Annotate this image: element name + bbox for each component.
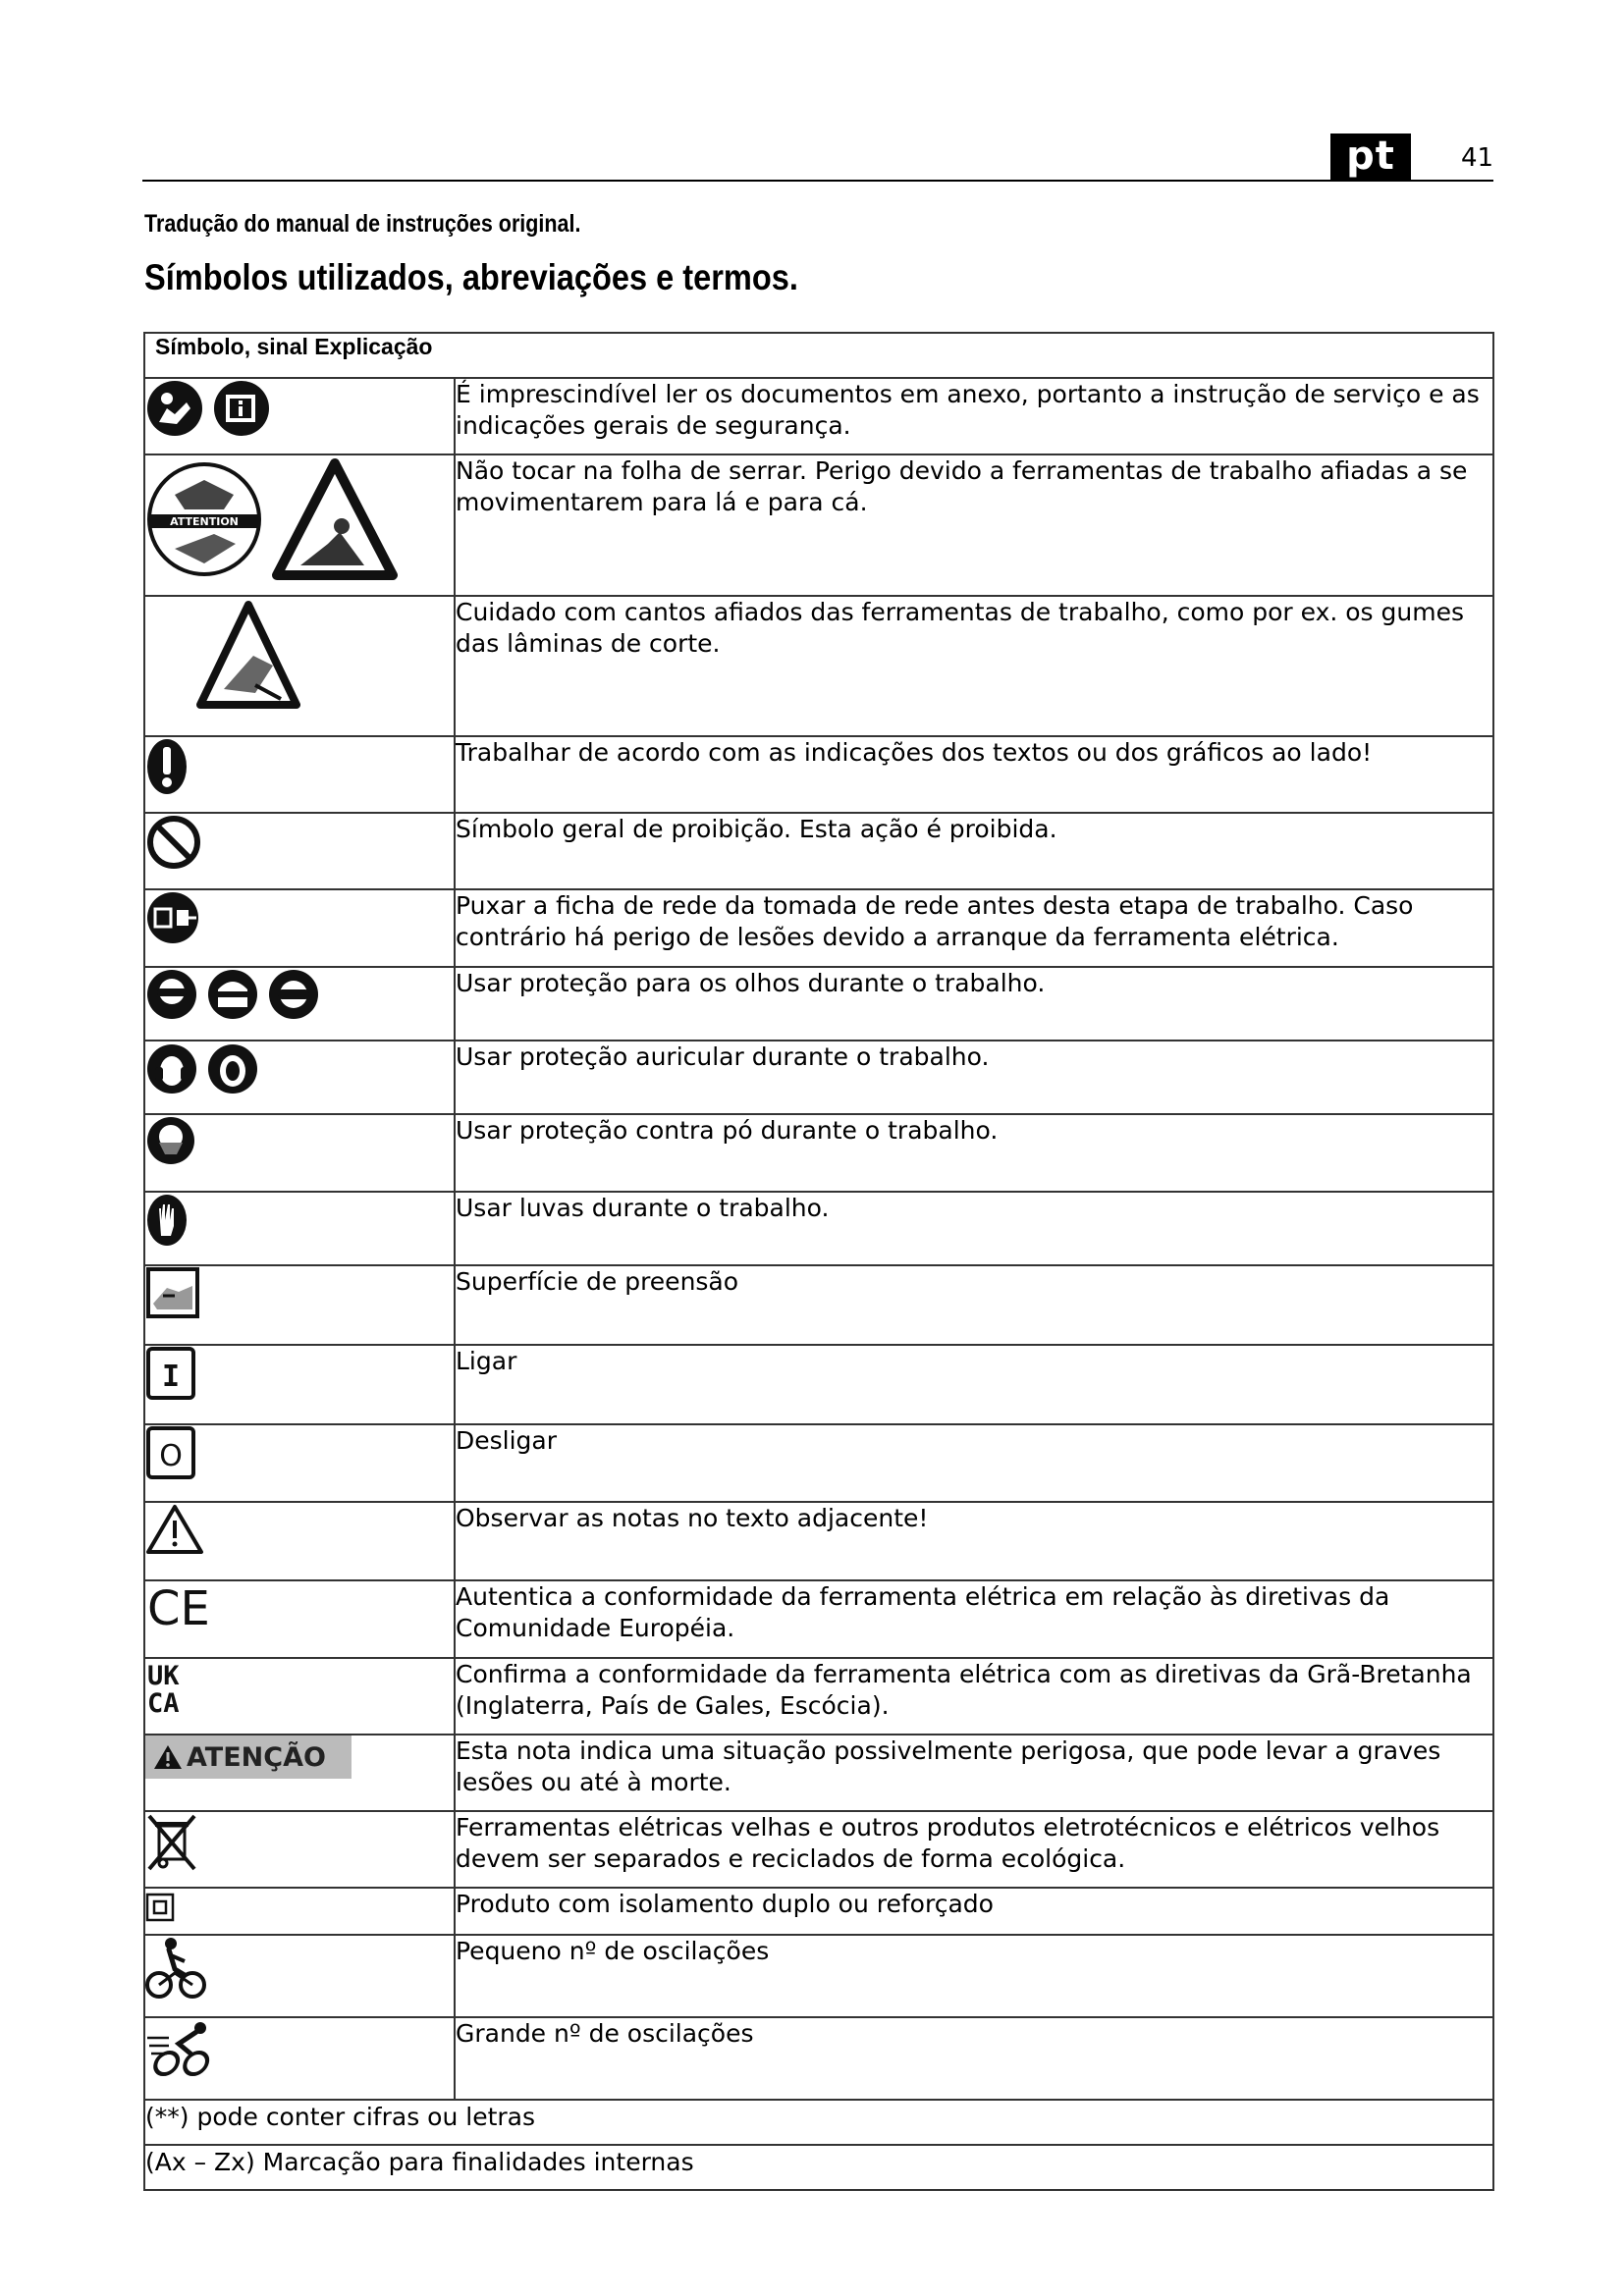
table-row	[144, 1658, 1493, 1735]
power-on-icon	[145, 1346, 196, 1401]
table-row	[144, 813, 1493, 889]
ukca-line-1: UK	[147, 1661, 180, 1691]
explanation-cell: Ligar	[455, 1345, 1493, 1424]
symbol-cell	[144, 1345, 455, 1424]
table-row	[144, 1811, 1493, 1888]
warning-triangle-icon	[153, 1743, 183, 1771]
symbol-cell	[144, 813, 455, 889]
symbol-cell	[144, 736, 455, 813]
table-row	[144, 1424, 1493, 1502]
table-row	[144, 736, 1493, 813]
table-header-row	[144, 333, 1493, 378]
table-row	[144, 1114, 1493, 1192]
table-row	[144, 596, 1493, 736]
ukca-line-2: CA	[147, 1688, 180, 1718]
warning-label	[145, 1735, 352, 1779]
explanation-cell: Confirma a conformidade da ferramenta elétrica com as diretivas da Grã-Bretanha (Inglaterra, País de Gales, Escócia).	[455, 1658, 1493, 1735]
footnote-cell	[144, 2100, 1493, 2145]
footnote-cell	[144, 2145, 1493, 2190]
face-shield-icon	[206, 968, 259, 1021]
footnote-text: (Ax – Zx) Marcação para finalidades internas	[145, 2148, 694, 2176]
page-title: Símbolos utilizados, abreviações e termos.	[144, 257, 798, 297]
caution-triangle-icon	[145, 1503, 204, 1556]
explanation-cell: Ferramentas elétricas velhas e outros produtos eletrotécnicos e elétricos velhos devem ser separados e reciclados de forma ecológica.	[455, 1811, 1493, 1888]
table-row	[144, 1345, 1493, 1424]
table-row	[144, 1502, 1493, 1580]
language-badge: pt	[1330, 133, 1411, 180]
mandatory-action-icon	[145, 737, 189, 796]
symbol-cell	[144, 1192, 455, 1265]
explanation-cell: Não tocar na folha de serrar. Perigo devido a ferramentas de trabalho afiadas a se movimentarem para lá e para cá.	[455, 454, 1493, 596]
symbol-cell	[144, 1580, 455, 1658]
ear-protection-icon	[206, 1041, 259, 1096]
column-header: Símbolo, sinal Explicação	[144, 333, 1493, 378]
symbol-cell	[144, 889, 455, 967]
read-manual-icon	[145, 379, 204, 438]
power-on-symbol: I	[161, 1360, 181, 1394]
symbol-cell	[144, 378, 455, 454]
safety-glasses-icon	[145, 968, 198, 1021]
double-insulation-icon	[145, 1893, 175, 1922]
grip-surface-icon	[145, 1266, 200, 1319]
explanation-cell: Símbolo geral de proibição. Esta ação é proibida.	[455, 813, 1493, 889]
table-row	[144, 1041, 1493, 1114]
blade-warning-triangle-icon	[271, 455, 399, 583]
warning-label-text: ATENÇÃO	[187, 1741, 326, 1773]
sharp-edges-warning-icon	[194, 597, 302, 715]
ce-mark-text: CE	[147, 1581, 210, 1632]
symbols-table	[143, 332, 1494, 2191]
explanation-cell: Puxar a ficha de rede da tomada de rede antes desta etapa de trabalho. Caso contrário há perigo de lesões devido a arranque da ferramenta elétrica.	[455, 889, 1493, 967]
unplug-icon	[145, 890, 200, 945]
table-row	[144, 1192, 1493, 1265]
table-row	[144, 2017, 1493, 2100]
attention-hand-icon	[145, 455, 263, 583]
ukca-mark-icon	[145, 1659, 194, 1718]
explanation-cell: Grande nº de oscilações	[455, 2017, 1493, 2100]
slow-cyclist-icon	[145, 1936, 208, 2001]
explanation-cell: É imprescindível ler os documentos em anexo, portanto a instrução de serviço e as indicações gerais de segurança.	[455, 378, 1493, 454]
table-row	[144, 1265, 1493, 1345]
symbol-cell	[144, 1658, 455, 1735]
symbol-cell	[144, 1114, 455, 1192]
explanation-cell: Desligar	[455, 1424, 1493, 1502]
table-row	[144, 1935, 1493, 2017]
table-row	[144, 378, 1493, 454]
ce-mark-icon	[145, 1581, 214, 1632]
table-row	[144, 967, 1493, 1041]
table-row	[144, 889, 1493, 967]
symbol-cell	[144, 1265, 455, 1345]
symbol-cell	[144, 1735, 455, 1811]
power-off-symbol: O	[159, 1439, 183, 1473]
symbol-cell	[144, 967, 455, 1041]
symbol-cell	[144, 1811, 455, 1888]
symbol-cell	[144, 1502, 455, 1580]
symbol-cell	[144, 1888, 455, 1935]
explanation-cell: Produto com isolamento duplo ou reforçado	[455, 1888, 1493, 1935]
footnote-row	[144, 2100, 1493, 2145]
dust-mask-icon	[145, 1115, 196, 1166]
symbol-cell	[144, 1424, 455, 1502]
fast-cyclist-icon	[145, 2018, 218, 2077]
explanation-cell: Autentica a conformidade da ferramenta elétrica em relação às diretivas da Comunidade Européia.	[455, 1580, 1493, 1658]
goggles-icon	[267, 968, 320, 1021]
manual-book-icon	[212, 379, 271, 438]
symbol-cell	[144, 454, 455, 596]
explanation-cell: Esta nota indica uma situação possivelmente perigosa, que pode levar a graves lesões ou até à morte.	[455, 1735, 1493, 1811]
header-rule	[142, 180, 1493, 182]
page-number: 41	[1461, 143, 1494, 173]
symbol-cell	[144, 2017, 455, 2100]
gloves-icon	[145, 1193, 189, 1248]
explanation-cell: Trabalhar de acordo com as indicações dos textos ou dos gráficos ao lado!	[455, 736, 1493, 813]
table-row	[144, 1735, 1493, 1811]
ear-muffs-icon	[145, 1041, 198, 1096]
explanation-cell: Observar as notas no texto adjacente!	[455, 1502, 1493, 1580]
footnote-row	[144, 2145, 1493, 2190]
table-row	[144, 1888, 1493, 1935]
prohibition-icon	[145, 814, 202, 871]
symbol-cell	[144, 1041, 455, 1114]
symbol-cell	[144, 1935, 455, 2017]
explanation-cell: Usar proteção auricular durante o trabalho.	[455, 1041, 1493, 1114]
explanation-cell: Usar proteção para os olhos durante o trabalho.	[455, 967, 1493, 1041]
explanation-cell: Cuidado com cantos afiados das ferramentas de trabalho, como por ex. os gumes das lâminas de corte.	[455, 596, 1493, 736]
symbol-cell	[144, 596, 455, 736]
explanation-cell: Pequeno nº de oscilações	[455, 1935, 1493, 2017]
footnote-text: (**) pode conter cifras ou letras	[145, 2103, 536, 2131]
explanation-cell: Usar luvas durante o trabalho.	[455, 1192, 1493, 1265]
explanation-cell: Usar proteção contra pó durante o trabalho.	[455, 1114, 1493, 1192]
page-subtitle: Tradução do manual de instruções original.	[144, 210, 581, 238]
attention-label: ATTENTION	[170, 515, 239, 528]
power-off-icon	[145, 1425, 196, 1480]
table-row	[144, 454, 1493, 596]
table-row	[144, 1580, 1493, 1658]
weee-bin-icon	[145, 1812, 198, 1875]
explanation-cell: Superfície de preensão	[455, 1265, 1493, 1345]
